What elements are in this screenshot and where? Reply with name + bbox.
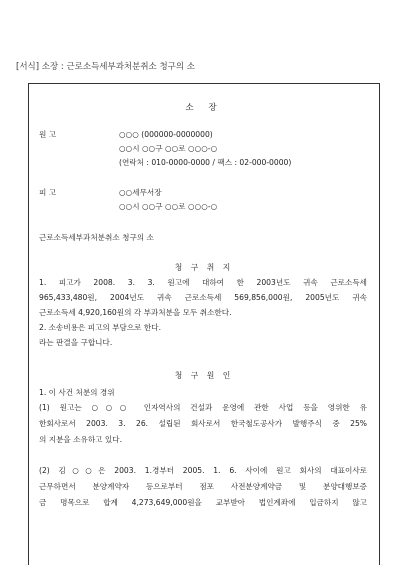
document-title: 소 장 (185, 103, 223, 113)
defendant-address: ○○시 ○○구 ○○로 ○○○-○ (119, 202, 218, 211)
plaintiff-address: ○○시 ○○구 ○○로 ○○○-○ (119, 144, 218, 153)
plaintiff-label: 원 고 (39, 130, 57, 139)
document-caption: [서식] 소장 : 근로소득세부과처분취소 청구의 소 (16, 62, 196, 72)
complaint-document (28, 83, 380, 565)
claim-line: 근로소득세 4,920,160원의 각 부과처분을 모두 취소한다. (39, 308, 232, 317)
claim-line: 라는 판결을 구합니다. (39, 338, 113, 347)
cause-paragraph-line: 금 명목으로 합계 4,273,649,000원을 교부받아 법인계좌에 입금하지 않고 (39, 498, 367, 507)
cause-heading: 청 구 원 인 (174, 371, 234, 380)
cause-paragraph-line: 의 지분을 소유하고 있다. (39, 435, 123, 444)
plaintiff-contact: (연락처 : 010-0000-0000 / 팩스 : 02-000-0000) (119, 158, 292, 167)
claim-heading: 청 구 취 지 (174, 263, 234, 272)
defendant-name: ○○세무서장 (119, 188, 162, 197)
cause-paragraph-line: (2) 김○○은 2003. 1.경부터 2005. 1. 6. 사이에 원고 회사의 대표이사로 (39, 466, 367, 475)
cause-paragraph-line: 한회사로서 2003. 3. 26. 설립된 회사로서 한국철도공사가 발행주식 중 25% (39, 419, 367, 428)
claim-line: 965,433,480원, 2004년도 귀속 근로소득세 569,856,000원, 2005년도 귀속 (39, 293, 367, 302)
cause-section-title: 1. 이 사건 처분의 경위 (39, 388, 115, 397)
plaintiff-name: ○○○ (000000-0000000) (119, 130, 213, 139)
defendant-label: 피 고 (39, 188, 57, 197)
claim-line: 1. 피고가 2008. 3. 3. 원고에 대하여 한 2003년도 귀속 근로소득세 (39, 278, 367, 287)
claim-line: 2. 소송비용은 피고의 부담으로 한다. (39, 323, 162, 332)
cause-paragraph-line: (1) 원고는 ○○○ 인자역사의 건설과 운영에 관한 사업 등을 영위한 유 (39, 403, 367, 412)
case-name: 근로소득세부과처분취소 청구의 소 (39, 233, 154, 242)
cause-paragraph-line: 근무하면서 분양계약자 등으로부터 점포 사전분양계약금 및 분양대행보증 (39, 482, 367, 491)
